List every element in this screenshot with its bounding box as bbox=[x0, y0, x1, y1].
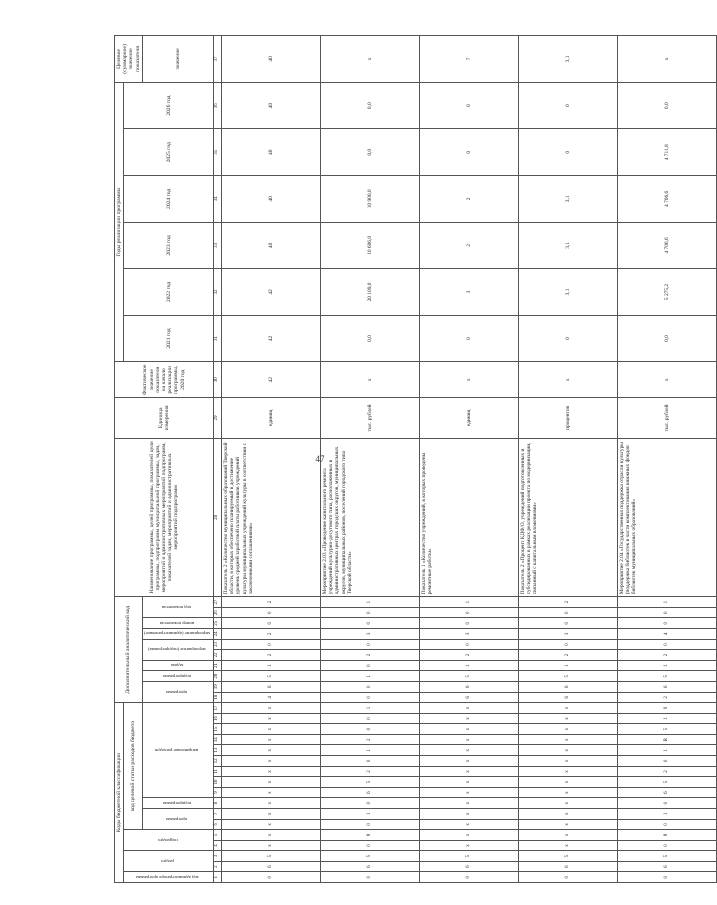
code-cell: 0 bbox=[519, 872, 618, 883]
code-cell: 2 bbox=[618, 766, 717, 777]
code-cell: 2 bbox=[519, 597, 618, 608]
code-cell: 2 bbox=[618, 650, 717, 661]
year-value-cell: 0 bbox=[519, 82, 618, 129]
base-value-cell: х bbox=[321, 362, 420, 398]
code-cell: 0 bbox=[420, 639, 519, 650]
column-number: 15 bbox=[214, 724, 222, 735]
code-cell: 4 bbox=[618, 629, 717, 640]
year-value-cell: 0 bbox=[519, 129, 618, 176]
column-number: 7 bbox=[214, 808, 222, 819]
unit-cell: процентов bbox=[519, 398, 618, 438]
year-value-cell: 0,0 bbox=[618, 82, 717, 129]
year-value-cell: 0 bbox=[420, 129, 519, 176]
code-cell: 8 bbox=[618, 830, 717, 841]
year-2021-header: 2021 год bbox=[124, 315, 214, 362]
year-value-cell: 40 bbox=[222, 222, 321, 269]
code-cell: х bbox=[222, 745, 321, 756]
code-cell: 0 bbox=[321, 798, 420, 809]
code-cell: х bbox=[420, 840, 519, 851]
code-cell: х bbox=[420, 830, 519, 841]
code-cell: 6 bbox=[618, 681, 717, 692]
direction-code-header: направление расходов bbox=[142, 703, 213, 798]
code-cell: 2 bbox=[321, 650, 420, 661]
base-value-cell: х bbox=[420, 362, 519, 398]
column-number: 37 bbox=[214, 36, 222, 83]
code-cell: 5 bbox=[519, 851, 618, 862]
code-cell: 3 bbox=[519, 629, 618, 640]
unit-cell: единиц bbox=[420, 398, 519, 438]
column-number: 17 bbox=[214, 703, 222, 714]
code-cell: х bbox=[222, 819, 321, 830]
code-cell: 5 bbox=[222, 851, 321, 862]
code-cell: 5 bbox=[321, 851, 420, 862]
code-cell: х bbox=[420, 819, 519, 830]
code-cell: R bbox=[618, 734, 717, 745]
year-2026-header: 2026 год bbox=[124, 82, 214, 129]
year-value-cell: 40 bbox=[222, 176, 321, 223]
subprogram-a-header: подпрограмма bbox=[142, 671, 213, 682]
kbk-header: Коды бюджетной классификации bbox=[115, 703, 124, 883]
page-number: 47 bbox=[315, 454, 325, 464]
code-cell: 5 bbox=[618, 671, 717, 682]
code-cell: 0 bbox=[321, 819, 420, 830]
column-number: 28 bbox=[214, 438, 222, 597]
code-cell: 1 bbox=[222, 660, 321, 671]
code-cell: х bbox=[519, 840, 618, 851]
unit-column-header: Единица измерения bbox=[115, 398, 214, 438]
column-number: 36 bbox=[214, 82, 222, 129]
target-value-cell: 40 bbox=[222, 36, 321, 83]
code-cell: 1 bbox=[618, 713, 717, 724]
item-name-cell: Показатель 2 «Процент КДФ/О, учреждений подготовленных и субсидированных в рамках реализации проекта по модернизации, связанный с капитальным вложениями» bbox=[519, 438, 618, 597]
code-cell: 0 bbox=[222, 618, 321, 629]
year-value-cell: 0,0 bbox=[321, 315, 420, 362]
code-cell: 8 bbox=[321, 830, 420, 841]
code-cell: 2 bbox=[321, 766, 420, 777]
item-name-cell: Мероприятие 2.04 «Государственная поддержка отрасли культуры (поддержка библиотек в части комплектования книжных фондов библиотек муниципальных образований» bbox=[618, 438, 717, 597]
code-cell: 5 bbox=[321, 777, 420, 788]
code-cell: 6 bbox=[420, 861, 519, 872]
year-value-cell: 4 706,6 bbox=[618, 176, 717, 223]
code-cell: 6 bbox=[321, 861, 420, 872]
code-cell: х bbox=[420, 734, 519, 745]
column-number: 31 bbox=[214, 315, 222, 362]
code-cell: 0 bbox=[222, 607, 321, 618]
target-value-cell: х bbox=[321, 36, 420, 83]
column-number: 33 bbox=[214, 222, 222, 269]
code-cell: 5 bbox=[618, 724, 717, 735]
code-cell: 1 bbox=[420, 660, 519, 671]
base-value-cell: х bbox=[519, 362, 618, 398]
item-name-cell: Показатель 1 «Количество учреждений, в которых проведены ремонтные работы» bbox=[420, 438, 519, 597]
year-value-cell: 0,0 bbox=[321, 82, 420, 129]
column-number: 23 bbox=[214, 639, 222, 650]
year-value-cell: 4 711,8 bbox=[618, 129, 717, 176]
kbk-subheader: код целевой статьи расходов бюджета bbox=[124, 703, 143, 830]
code-cell: 2 bbox=[222, 597, 321, 608]
column-number: 22 bbox=[214, 650, 222, 661]
year-value-cell: 2 bbox=[420, 222, 519, 269]
code-cell: х bbox=[222, 766, 321, 777]
code-cell: 6 bbox=[420, 692, 519, 703]
code-cell: 0 bbox=[519, 618, 618, 629]
code-cell: 1 bbox=[618, 597, 717, 608]
code-cell: х bbox=[519, 830, 618, 841]
code-cell: 0 bbox=[321, 692, 420, 703]
code-cell: 1 bbox=[618, 808, 717, 819]
code-cell: 1 bbox=[420, 597, 519, 608]
code-cell: 0 bbox=[420, 607, 519, 618]
code-cell: 0 bbox=[321, 713, 420, 724]
column-number: 5 bbox=[214, 830, 222, 841]
base-value-cell: х bbox=[618, 362, 717, 398]
table-row bbox=[519, 36, 618, 883]
year-value-cell: 0 bbox=[519, 315, 618, 362]
program-code-header: программа bbox=[142, 808, 213, 829]
code-cell: х bbox=[420, 808, 519, 819]
column-number: 27 bbox=[214, 597, 222, 608]
year-value-cell: 3 bbox=[420, 269, 519, 316]
code-cell: х bbox=[222, 756, 321, 767]
program-a-header: программа bbox=[142, 681, 213, 702]
code-cell: 2 bbox=[222, 650, 321, 661]
code-cell: 6 bbox=[519, 692, 618, 703]
code-cell: 5 bbox=[222, 671, 321, 682]
code-cell: 1 bbox=[321, 703, 420, 714]
extra-code-header: Дополнительный аналитический код bbox=[115, 597, 143, 703]
indicator-header: номер показателя bbox=[142, 618, 213, 629]
code-cell: 6 bbox=[420, 681, 519, 692]
code-cell: х bbox=[519, 798, 618, 809]
year-value-cell: 3,1 bbox=[519, 222, 618, 269]
code-cell: 0 bbox=[321, 724, 420, 735]
column-number: 16 bbox=[214, 713, 222, 724]
unit-cell: тыс. рублей bbox=[618, 398, 717, 438]
year-value-cell: 4 706,6 bbox=[618, 222, 717, 269]
unit-cell: единиц bbox=[222, 398, 321, 438]
column-number: 10 bbox=[214, 777, 222, 788]
base-value-cell: 42 bbox=[222, 362, 321, 398]
year-value-cell: 10 606,0 bbox=[321, 222, 420, 269]
column-number: 3 bbox=[214, 851, 222, 862]
code-cell: х bbox=[420, 777, 519, 788]
years-header: Годы реализации программы bbox=[115, 82, 124, 361]
code-cell: 5 bbox=[519, 671, 618, 682]
code-cell: 0 bbox=[321, 639, 420, 650]
code-cell: 6 bbox=[618, 787, 717, 798]
code-cell: 6 bbox=[519, 861, 618, 872]
code-cell: х bbox=[222, 713, 321, 724]
year-value-cell: 5 275,2 bbox=[618, 269, 717, 316]
target-value-header: значение bbox=[142, 36, 213, 83]
column-number: 11 bbox=[214, 766, 222, 777]
year-value-cell: 3,1 bbox=[519, 176, 618, 223]
code-cell: 0 bbox=[519, 607, 618, 618]
target-column-header: Целевое (суммарное) значение показателя bbox=[115, 36, 143, 83]
column-number: 8 bbox=[214, 798, 222, 809]
code-cell: 0 bbox=[321, 618, 420, 629]
column-number: 25 bbox=[214, 618, 222, 629]
code-cell: х bbox=[222, 703, 321, 714]
code-cell: 0 bbox=[618, 618, 717, 629]
code-cell: х bbox=[519, 787, 618, 798]
code-cell: х bbox=[519, 777, 618, 788]
table-row bbox=[321, 36, 420, 883]
year-value-cell: 0 bbox=[420, 82, 519, 129]
code-cell: 1 bbox=[618, 660, 717, 671]
code-cell: 6 bbox=[321, 787, 420, 798]
table-row bbox=[222, 36, 321, 883]
code-cell: 0 bbox=[618, 840, 717, 851]
code-cell: 0 bbox=[519, 639, 618, 650]
column-number: 35 bbox=[214, 129, 222, 176]
code-cell: 3 bbox=[420, 629, 519, 640]
column-number: 20 bbox=[214, 671, 222, 682]
base-column-header: Фактическое значение показателя на начало реализации программы, 2020 год bbox=[115, 362, 214, 398]
target-value-cell: 7 bbox=[420, 36, 519, 83]
year-value-cell: 0 bbox=[420, 315, 519, 362]
podrazdel-header: подраздел bbox=[124, 830, 214, 851]
column-number-row bbox=[214, 36, 222, 883]
code-cell: х bbox=[420, 745, 519, 756]
code-cell: 0 bbox=[321, 840, 420, 851]
code-cell: 6 bbox=[618, 861, 717, 872]
code-cell: 0 bbox=[321, 660, 420, 671]
code-cell: 1 bbox=[618, 745, 717, 756]
code-cell: 1 bbox=[321, 671, 420, 682]
razdel-header: раздел bbox=[124, 851, 214, 872]
code-cell: 3 bbox=[321, 629, 420, 640]
column-number: 14 bbox=[214, 734, 222, 745]
year-2022-header: 2022 год bbox=[124, 269, 214, 316]
code-cell: 9 bbox=[618, 703, 717, 714]
year-value-cell: 42 bbox=[222, 269, 321, 316]
code-cell: х bbox=[420, 766, 519, 777]
year-value-cell: 40 bbox=[222, 82, 321, 129]
code-cell: 2 bbox=[222, 629, 321, 640]
code-cell: х bbox=[222, 787, 321, 798]
column-number: 4 bbox=[214, 840, 222, 851]
code-cell: х bbox=[519, 756, 618, 767]
program-indicator-table bbox=[114, 35, 670, 883]
code-cell: 5 bbox=[618, 851, 717, 862]
code-cell: 2 bbox=[618, 692, 717, 703]
subprogram-code-header: подпрограмма bbox=[142, 798, 213, 809]
code-cell: х bbox=[222, 808, 321, 819]
code-cell: х bbox=[519, 766, 618, 777]
code-cell: 0 bbox=[222, 639, 321, 650]
year-value-cell: 3,1 bbox=[519, 269, 618, 316]
column-number: 18 bbox=[214, 692, 222, 703]
code-cell: 4 bbox=[222, 692, 321, 703]
code-cell: 0 bbox=[321, 756, 420, 767]
column-number: 26 bbox=[214, 607, 222, 618]
code-cell: 0 bbox=[618, 872, 717, 883]
event-admin-header: мероприятие (административное) bbox=[142, 629, 213, 640]
code-cell: х bbox=[519, 819, 618, 830]
code-cell: х bbox=[519, 713, 618, 724]
code-cell: 6 bbox=[222, 861, 321, 872]
code-cell: х bbox=[519, 734, 618, 745]
code-cell: х bbox=[420, 787, 519, 798]
code-cell: 5 bbox=[420, 671, 519, 682]
column-number: 6 bbox=[214, 819, 222, 830]
code-cell: х bbox=[222, 798, 321, 809]
code-cell: 2 bbox=[519, 650, 618, 661]
target-value-cell: 3,1 bbox=[519, 36, 618, 83]
code-cell: 1 bbox=[519, 660, 618, 671]
code-cell: 1 bbox=[321, 597, 420, 608]
code-cell: х bbox=[222, 724, 321, 735]
year-value-cell: 2 bbox=[420, 176, 519, 223]
year-value-cell: 20 109,0 bbox=[321, 269, 420, 316]
column-number: 34 bbox=[214, 176, 222, 223]
indicator-code-header: код показателя bbox=[142, 597, 213, 618]
code-cell: 1 bbox=[321, 745, 420, 756]
event-header: мероприятие (подпрограмма) bbox=[142, 639, 213, 660]
code-cell: 2 bbox=[420, 650, 519, 661]
item-name-cell: Показатель 2 «Количество муниципальных образований Тверской области, в которых обеспечено планируемый в достижение уровень средней заработной платы работников учреждений культуры муниципальных учреждений культуры в соответствии с заключенными соглашениями» bbox=[222, 438, 321, 597]
column-number: 9 bbox=[214, 787, 222, 798]
year-value-cell: 0,0 bbox=[321, 129, 420, 176]
column-number: 1 bbox=[214, 872, 222, 883]
column-number: 21 bbox=[214, 660, 222, 671]
indicator-table bbox=[114, 35, 717, 883]
code-cell: х bbox=[519, 703, 618, 714]
table-row bbox=[618, 36, 717, 883]
year-value-cell: 0,0 bbox=[618, 315, 717, 362]
code-cell: х bbox=[420, 756, 519, 767]
year-2024-header: 2024 год bbox=[124, 176, 214, 223]
column-number: 30 bbox=[214, 362, 222, 398]
target-value-cell: х bbox=[618, 36, 717, 83]
year-2023-header: 2023 год bbox=[124, 222, 214, 269]
code-cell: х bbox=[222, 840, 321, 851]
code-cell: х bbox=[420, 703, 519, 714]
column-number: 12 bbox=[214, 756, 222, 767]
code-cell: х bbox=[222, 830, 321, 841]
code-cell: х bbox=[519, 745, 618, 756]
table-row bbox=[420, 36, 519, 883]
admin-code-header: код администратора программы bbox=[124, 872, 214, 883]
code-cell: х bbox=[519, 724, 618, 735]
code-cell: 0 bbox=[321, 872, 420, 883]
column-number: 32 bbox=[214, 269, 222, 316]
code-cell: 6 bbox=[222, 681, 321, 692]
code-cell: 0 bbox=[222, 872, 321, 883]
code-cell: 0 bbox=[618, 639, 717, 650]
year-value-cell: 40 bbox=[222, 129, 321, 176]
year-value-cell: 42 bbox=[222, 315, 321, 362]
unit-cell: тыс. рублей bbox=[321, 398, 420, 438]
code-cell: 0 bbox=[321, 681, 420, 692]
code-cell: 0 bbox=[420, 872, 519, 883]
column-number: 24 bbox=[214, 629, 222, 640]
code-cell: х bbox=[519, 808, 618, 819]
code-cell: 6 bbox=[519, 681, 618, 692]
code-cell: 0 bbox=[420, 618, 519, 629]
column-number: 2 bbox=[214, 861, 222, 872]
code-cell: х bbox=[222, 734, 321, 745]
column-number: 29 bbox=[214, 398, 222, 438]
code-cell: х bbox=[222, 777, 321, 788]
code-cell: 0 bbox=[321, 607, 420, 618]
code-cell: 0 bbox=[618, 819, 717, 830]
code-cell: 2 bbox=[321, 734, 420, 745]
year-value-cell: 10 900,0 bbox=[321, 176, 420, 223]
code-cell: 0 bbox=[618, 607, 717, 618]
code-cell: 0 bbox=[618, 756, 717, 767]
year-2025-header: 2025 год bbox=[124, 129, 214, 176]
code-cell: 0 bbox=[618, 798, 717, 809]
code-cell: 5 bbox=[618, 777, 717, 788]
code-cell: х bbox=[420, 724, 519, 735]
code-cell: 5 bbox=[420, 851, 519, 862]
item-name-cell: Мероприятие 2.03 «Проведение капитального ремонта учреждений культурно-досугового типа, расположенных в административных центрах городских округов, муниципальных округов, муниципальных районов, поселений городского типа Тверской области» bbox=[321, 438, 420, 597]
code-cell: х bbox=[420, 713, 519, 724]
column-number: 19 bbox=[214, 681, 222, 692]
column-number: 13 bbox=[214, 745, 222, 756]
code-cell: 1 bbox=[321, 808, 420, 819]
code-cell: х bbox=[420, 798, 519, 809]
task-header: задача bbox=[142, 660, 213, 671]
name-column-header: Наименование программы, целей программы, показателей цели программы, подпрограмм муниципальной программы, задач, мероприятий и административных мероприятий подпрограмм, показателей задач, мероприятий и административных мероприятий подпрограмм bbox=[115, 438, 214, 597]
